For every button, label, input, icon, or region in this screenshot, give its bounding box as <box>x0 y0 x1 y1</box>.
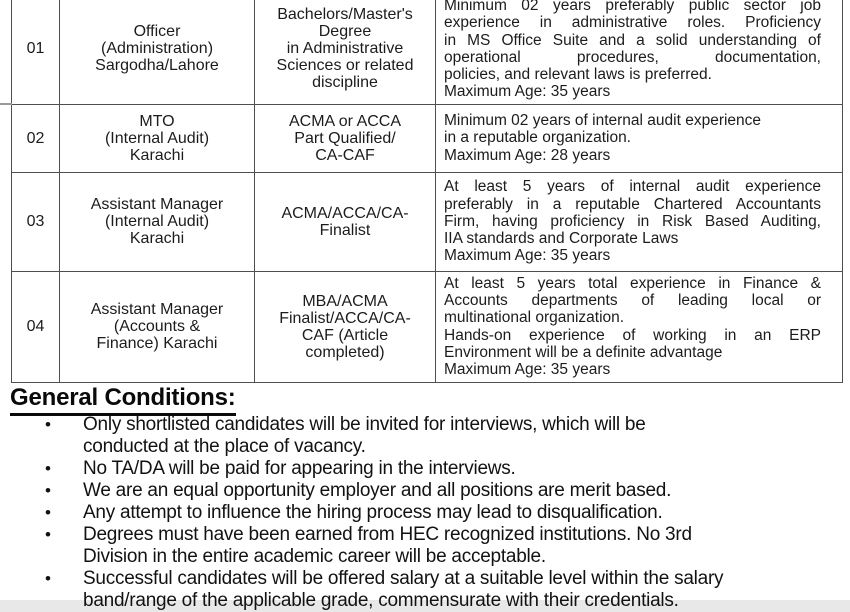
experience-line: At least 5 years of internal audit experience <box>444 178 821 196</box>
table-row <box>12 271 843 382</box>
cell-position <box>60 104 255 172</box>
bullet-line: No TA/DA will be paid for appearing in the interviews. <box>83 458 516 479</box>
bullet-text <box>83 502 850 524</box>
serial-number-text: 03 <box>26 213 45 230</box>
experience-line: IIA standards and Corporate Laws <box>444 230 679 248</box>
qualification-line: ACMA or ACCA <box>288 112 402 130</box>
position-line: MTO <box>139 112 175 130</box>
position-line: Officer <box>133 23 181 41</box>
qualification-line: completed) <box>305 343 385 361</box>
bullet-text <box>83 480 850 502</box>
experience-line: preferably in a reputable Chartered Accountants <box>444 195 821 213</box>
experience-line: in MS Office Suite and a solid understanding of <box>444 31 821 49</box>
bullet-item <box>0 458 850 480</box>
position-line: (Internal Audit) <box>104 213 210 230</box>
qualification-line: Bachelors/Master's <box>277 6 413 24</box>
experience-text <box>436 275 842 378</box>
cell-experience <box>436 271 843 382</box>
serial-number-text: 02 <box>26 129 45 147</box>
qualification-line: Part Qualified/ <box>294 129 396 147</box>
experience-line: in a reputable organization. <box>444 129 631 147</box>
table-row <box>12 104 843 172</box>
bullet-item <box>0 568 850 612</box>
cell-qualification <box>255 172 436 271</box>
cell-experience <box>436 172 843 271</box>
position-line: (Administration) <box>100 40 214 58</box>
experience-line: Firm, having proficiency in Risk Based Auditing, <box>444 212 821 230</box>
bullet-line: Degrees must have been earned from HEC recognized institutions. No 3rd <box>83 524 692 545</box>
serial-number-text: 01 <box>26 40 45 58</box>
bullet-line: band/range of the applicable grade, commensurate with their credentials. <box>83 590 679 611</box>
experience-line: Hands-on experience of working in an ERP <box>444 326 821 344</box>
bullet-text <box>83 524 850 568</box>
cell-qualification <box>255 271 436 382</box>
qualification-line: in Administrative <box>286 40 404 58</box>
qualification-line: CA-CAF <box>315 146 375 164</box>
cell-experience <box>436 104 843 172</box>
experience-line: Accounts departments of leading local or <box>444 292 821 310</box>
qualification-line: MBA/ACMA <box>302 292 388 310</box>
bullet-line: Division in the entire academic career will be acceptable. <box>83 546 546 567</box>
bullet-icon: • <box>45 503 51 522</box>
bullet-text <box>83 458 850 480</box>
experience-line: Maximum Age: 35 years <box>444 83 611 101</box>
bullet-text <box>83 414 850 458</box>
experience-line: experience in administrative roles. Proficiency <box>444 14 821 32</box>
position-line: Karachi <box>129 146 185 164</box>
experience-line: multinational organization. <box>444 309 625 327</box>
experience-text <box>436 0 842 100</box>
cell-position <box>60 271 255 382</box>
experience-line: Minimum 02 years of internal audit experience <box>444 112 762 130</box>
experience-line: Maximum Age: 35 years <box>444 360 611 378</box>
bullet-icon: • <box>45 525 51 544</box>
position-line: Sargodha/Lahore <box>95 57 219 75</box>
qualification-line: CAF (Article <box>301 326 389 344</box>
experience-line: Maximum Age: 35 years <box>444 247 611 265</box>
bullet-icon: • <box>45 569 51 588</box>
qualification-line: Finalist/ACCA/CA- <box>279 309 411 327</box>
experience-line: policies, and relevant laws is preferred. <box>444 65 712 83</box>
bullet-icon: • <box>45 459 51 478</box>
experience-line: Maximum Age: 28 years <box>444 146 611 164</box>
position-line: Assistant Manager <box>90 196 224 213</box>
position-line: (Accounts & <box>113 318 201 335</box>
cell-serial-number <box>12 104 60 172</box>
experience-line: operational procedures, documentation, <box>444 48 821 66</box>
cell-position <box>60 0 255 104</box>
bullet-line: Only shortlisted candidates will be invited for interviews, which will be <box>83 414 646 435</box>
bullet-item <box>0 480 850 502</box>
bullet-line: Successful candidates will be offered salary at a suitable level within the salary <box>83 568 724 589</box>
experience-text <box>436 112 842 164</box>
experience-line: Environment will be a definite advantage <box>444 343 723 361</box>
positions-table <box>11 0 843 383</box>
bullet-icon: • <box>45 415 51 434</box>
experience-text <box>436 178 842 264</box>
experience-line: At least 5 years total experience in Finance & <box>444 274 821 292</box>
cell-serial-number <box>12 0 60 104</box>
serial-number-text: 04 <box>26 318 45 335</box>
qualification-line: discipline <box>312 74 378 92</box>
table-row <box>12 172 843 271</box>
position-line: (Internal Audit) <box>104 129 210 147</box>
cell-experience <box>436 0 843 104</box>
table-row <box>12 0 843 104</box>
bullet-item <box>0 524 850 568</box>
experience-line: Minimum 02 years preferably public sector job <box>444 0 821 15</box>
bullet-line: Any attempt to influence the hiring process may lead to disqualification. <box>83 502 663 523</box>
general-conditions-list <box>0 414 850 612</box>
qualification-line: Sciences or related <box>276 57 414 75</box>
qualification-line: ACMA/ACCA/CA- <box>281 204 409 222</box>
bullet-item <box>0 414 850 458</box>
cell-serial-number <box>12 172 60 271</box>
qualification-line: Finalist <box>319 221 371 239</box>
table-left-border-tick <box>0 103 12 105</box>
position-line: Finance) Karachi <box>96 335 218 352</box>
positions-table-body <box>12 0 843 382</box>
qualification-line: Degree <box>318 23 372 41</box>
cell-position <box>60 172 255 271</box>
general-conditions-heading: General Conditions: <box>10 384 236 416</box>
bullet-icon: • <box>45 481 51 500</box>
position-line: Karachi <box>129 230 185 247</box>
cell-qualification <box>255 0 436 104</box>
bullet-item <box>0 502 850 524</box>
bullet-line: conducted at the place of vacancy. <box>83 436 366 457</box>
cell-qualification <box>255 104 436 172</box>
bullet-line: We are an equal opportunity employer and all positions are merit based. <box>83 480 672 501</box>
cell-serial-number <box>12 271 60 382</box>
position-line: Assistant Manager <box>90 301 224 318</box>
bullet-text <box>83 568 850 612</box>
